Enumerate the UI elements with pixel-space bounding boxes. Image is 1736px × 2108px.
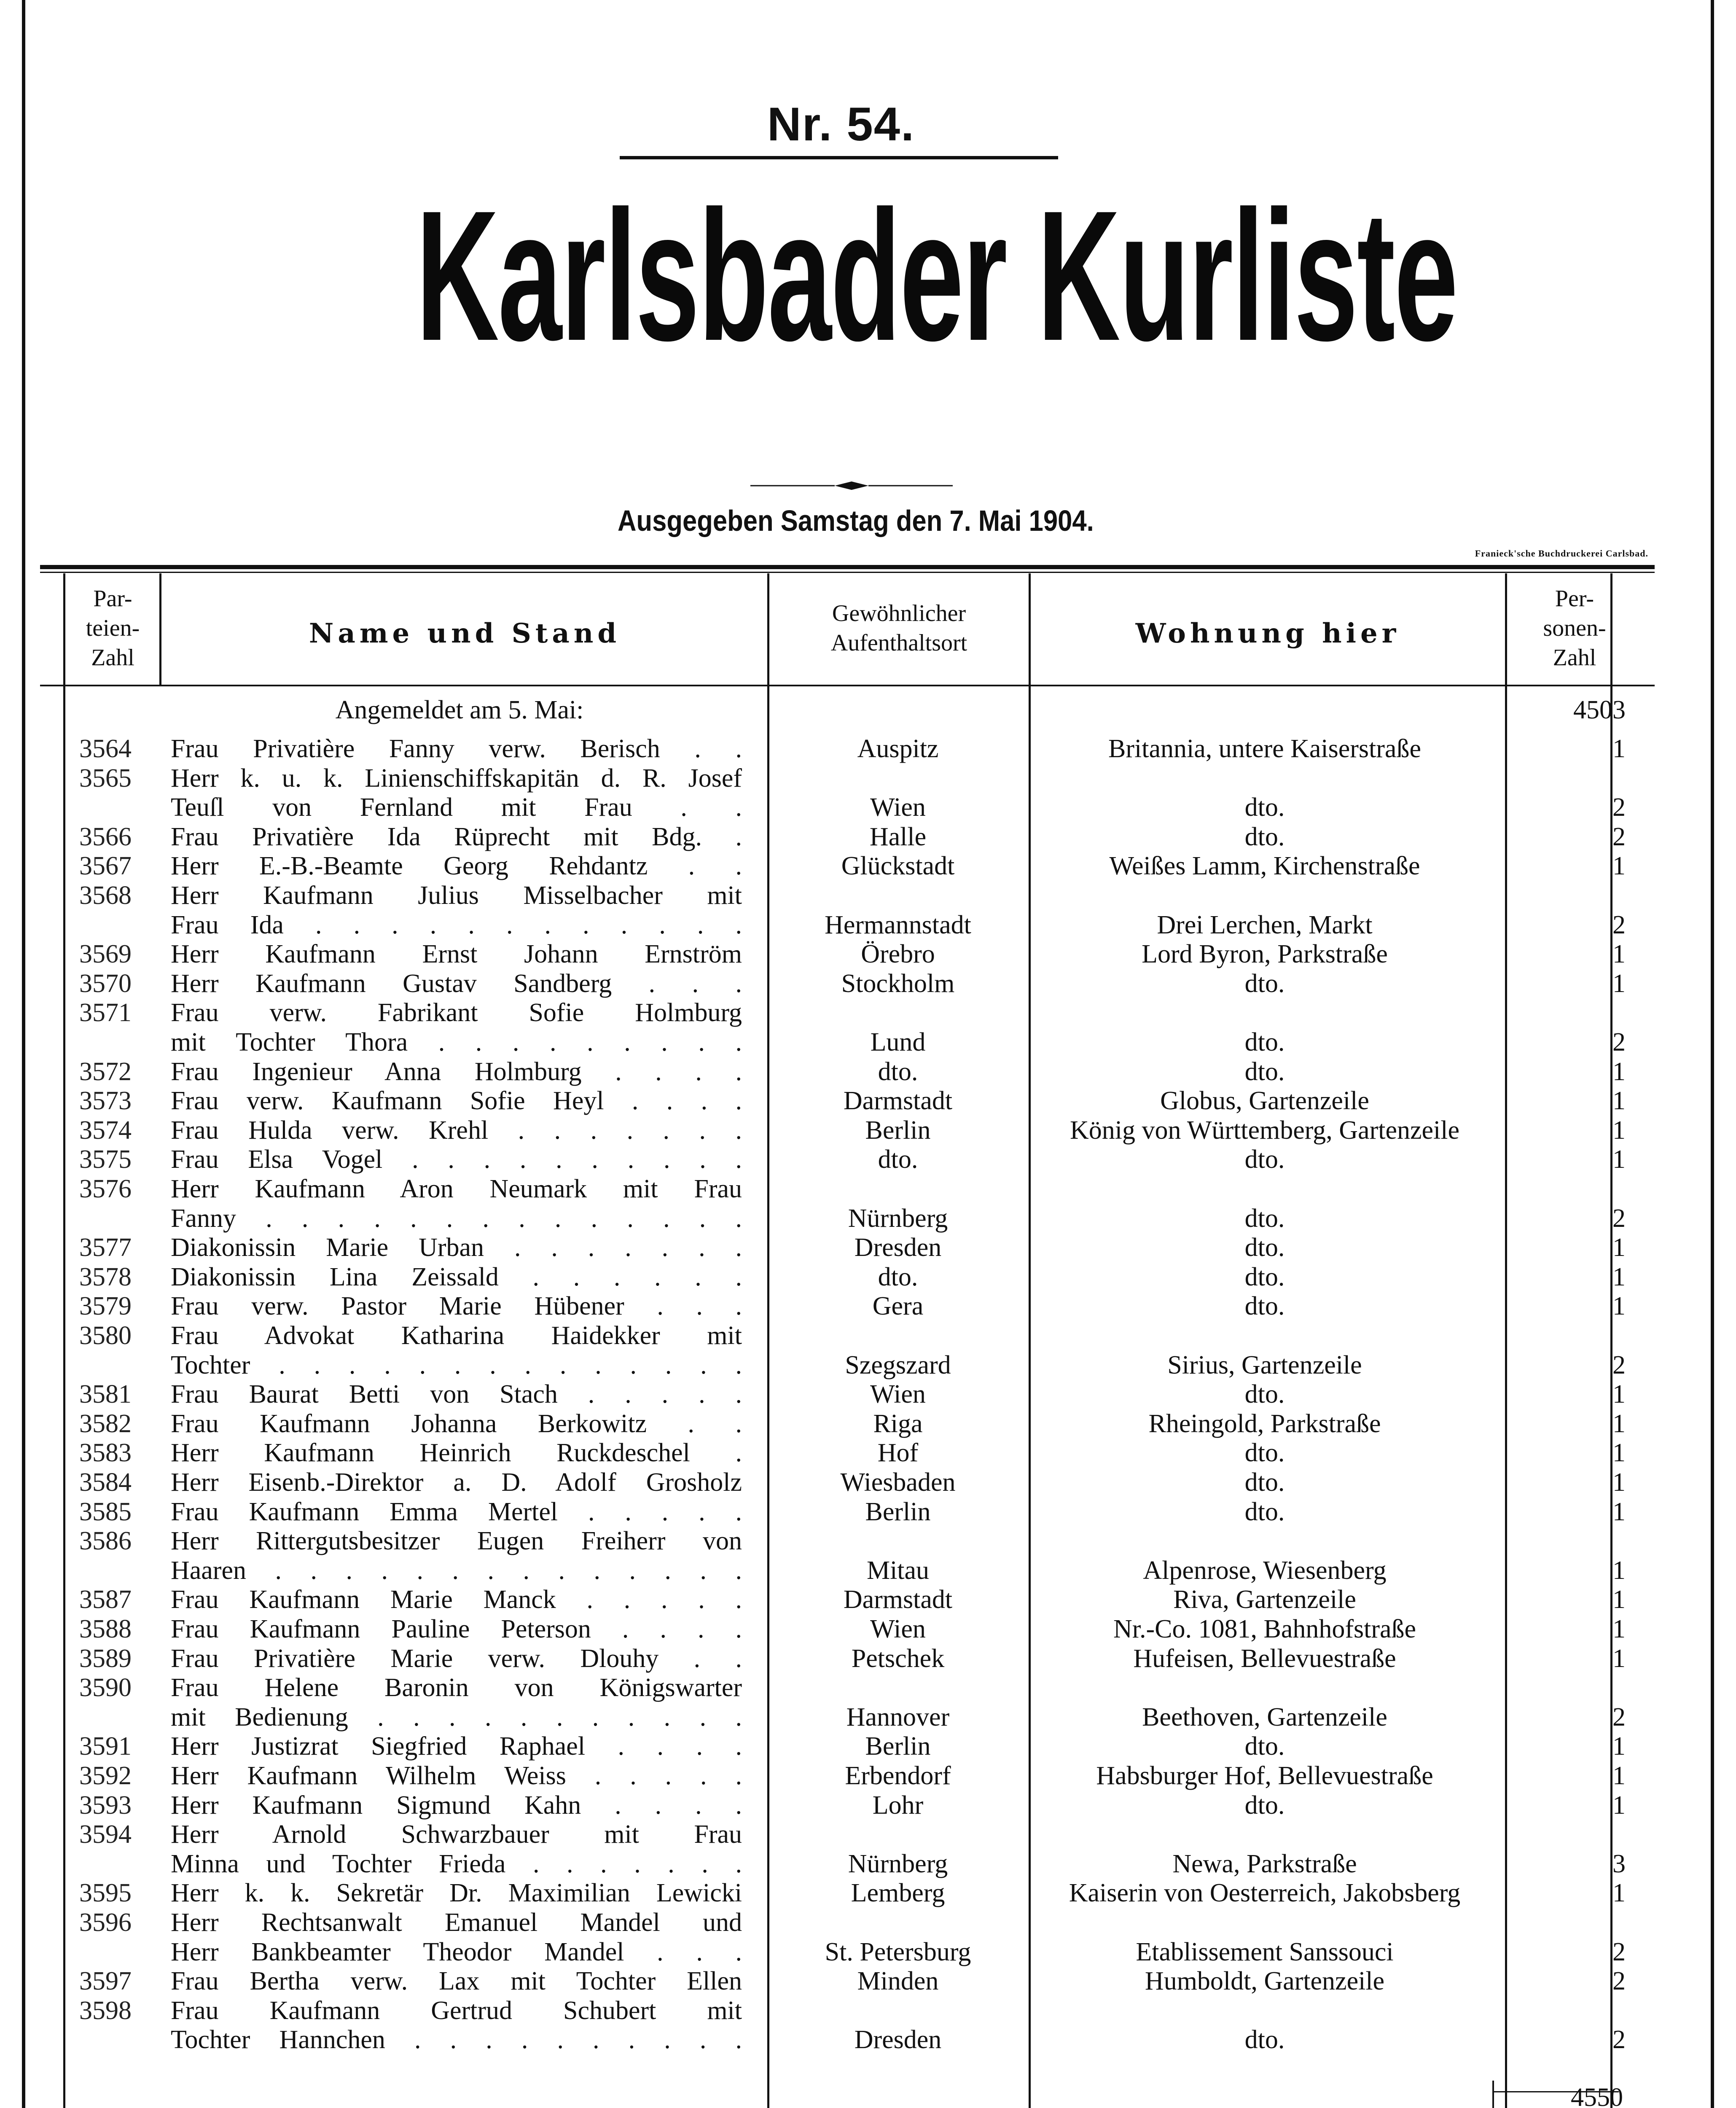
person-count: 2 <box>1612 1967 1626 1995</box>
header-text: Zahl <box>1553 645 1596 671</box>
person-count: 1 <box>1612 1498 1626 1526</box>
lodging: dto. <box>1244 1438 1285 1467</box>
party-number: 3584 <box>79 1468 132 1497</box>
guest-name: Herr Justizrat Siegfried Raphael . . . . <box>171 1732 742 1761</box>
person-count: 1 <box>1612 1057 1626 1086</box>
issue-date-text: Ausgegeben Samstag den 7. Mai 1904. <box>618 504 1094 537</box>
header-text: Per- <box>1555 586 1594 612</box>
lodging: dto. <box>1244 1028 1285 1057</box>
table-row <box>0 1703 1736 1732</box>
header-lodging: Wohnung hier <box>1135 618 1400 649</box>
party-number: 3565 <box>79 764 132 793</box>
lodging: Alpenrose, Wiesenberg <box>1143 1556 1387 1585</box>
guest-name: Herr Eisenb.-Direktor a. D. Adolf Grosholz <box>171 1468 742 1497</box>
table-row <box>0 1585 1736 1614</box>
guest-name: Frau Kaufmann Johanna Berkowitz . . <box>171 1409 742 1438</box>
home-town: Darmstadt <box>843 1086 953 1115</box>
table-row <box>0 1116 1736 1145</box>
home-town: dto. <box>878 1145 918 1174</box>
person-count: 1 <box>1612 1145 1626 1174</box>
home-town: Gera <box>872 1292 924 1320</box>
party-number: 3598 <box>79 1996 132 2025</box>
table-row <box>0 969 1736 998</box>
party-number: 3593 <box>79 1791 132 1820</box>
table-row <box>0 1938 1736 1967</box>
party-number: 3582 <box>79 1409 132 1438</box>
guest-name: Herr Kaufmann Julius Misselbacher mit <box>171 881 742 910</box>
table-row <box>0 1028 1736 1057</box>
party-number: 3578 <box>79 1263 132 1291</box>
table-row <box>0 1615 1736 1644</box>
home-town: Auspitz <box>857 734 939 763</box>
table-row <box>0 1673 1736 1702</box>
home-town: dto. <box>878 1057 918 1086</box>
person-count: 1 <box>1612 1292 1626 1320</box>
table-row <box>0 1468 1736 1497</box>
table-row <box>0 823 1736 852</box>
header-residence <box>771 599 1027 658</box>
table-row <box>0 852 1736 881</box>
party-number: 3568 <box>79 881 132 910</box>
table-row <box>0 1351 1736 1380</box>
guest-name: Herr Kaufmann Sigmund Kahn . . . . <box>171 1791 742 1820</box>
party-number: 3588 <box>79 1615 132 1643</box>
lodging: Humboldt, Gartenzeile <box>1145 1967 1385 1995</box>
home-town: Nürnberg <box>848 1204 948 1233</box>
lodging: dto. <box>1244 1233 1285 1262</box>
table-row <box>0 1850 1736 1879</box>
person-count: 1 <box>1612 852 1626 880</box>
guest-name: Frau verw. Kaufmann Sofie Heyl . . . . <box>171 1086 742 1115</box>
table-row <box>0 1820 1736 1849</box>
home-town: Darmstadt <box>843 1585 953 1614</box>
home-town: Örebro <box>861 940 935 968</box>
lodging: Rheingold, Parkstraße <box>1148 1409 1381 1438</box>
person-count: 2 <box>1612 1938 1626 1966</box>
lodging: dto. <box>1244 1791 1285 1820</box>
guest-name: Herr Kaufmann Aron Neumark mit Frau <box>171 1175 742 1203</box>
home-town: Riga <box>873 1409 923 1438</box>
person-count: 1 <box>1612 1380 1626 1409</box>
table-row <box>0 940 1736 969</box>
party-number: 3574 <box>79 1116 132 1145</box>
person-count: 1 <box>1612 1644 1626 1673</box>
table-top-rule-thin <box>40 572 1655 573</box>
lodging: Newa, Parkstraße <box>1172 1850 1357 1878</box>
person-count: 1 <box>1612 1615 1626 1643</box>
guest-name: Frau Elsa Vogel . . . . . . . . . . <box>171 1145 742 1174</box>
guest-name: Haaren . . . . . . . . . . . . . . <box>171 1556 742 1585</box>
party-number: 3570 <box>79 969 132 998</box>
guest-name: Frau Kaufmann Pauline Peterson . . . . <box>171 1615 742 1643</box>
person-count: 2 <box>1612 911 1626 939</box>
party-number: 3569 <box>79 940 132 968</box>
page-title <box>97 172 1606 379</box>
printer-credit: Franieck'sche Buchdruckerei Carlsbad. <box>1475 548 1648 559</box>
person-count: 1 <box>1612 1761 1626 1790</box>
home-town: Berlin <box>865 1498 931 1526</box>
person-count: 1 <box>1612 1468 1626 1497</box>
home-town: Petschek <box>851 1644 945 1673</box>
table-row <box>0 1732 1736 1761</box>
lodging: König von Württemberg, Gartenzeile <box>1070 1116 1459 1145</box>
header-text: sonen- <box>1543 615 1606 641</box>
guest-name: Diakonissin Lina Zeissald . . . . . . <box>171 1263 742 1291</box>
header-text: Zahl <box>91 645 134 671</box>
table-row <box>0 1409 1736 1438</box>
table-row <box>0 998 1736 1027</box>
home-town: Wien <box>870 1380 926 1409</box>
party-number: 3585 <box>79 1498 132 1526</box>
header-text: Aufenthaltsort <box>830 630 967 656</box>
guest-name: Frau Helene Baronin von Königswarter <box>171 1673 742 1702</box>
table-row <box>0 1908 1736 1937</box>
sum-bar <box>1492 2081 1494 2108</box>
section-label: Angemeldet am 5. Mai: <box>335 696 584 724</box>
party-number: 3566 <box>79 823 132 851</box>
guest-name: Teuſl von Fernland mit Frau . . <box>171 793 742 822</box>
guest-name: Frau Privatière Marie verw. Dlouhy . . <box>171 1644 742 1673</box>
person-count: 1 <box>1612 1116 1626 1145</box>
lodging: Drei Lerchen, Markt <box>1157 911 1373 939</box>
home-town: Hof <box>877 1438 919 1467</box>
guest-name: Herr k. k. Sekretär Dr. Maximilian Lewicki <box>171 1879 742 1907</box>
home-town: Szegszard <box>845 1351 951 1379</box>
carried-total: 4503 <box>1573 696 1626 724</box>
person-count: 1 <box>1612 1791 1626 1820</box>
issue-number: Nr. 54. <box>767 98 915 151</box>
lodging: dto. <box>1244 1145 1285 1174</box>
person-count: 1 <box>1612 1879 1626 1907</box>
table-row <box>0 1996 1736 2025</box>
lodging: dto. <box>1244 1057 1285 1086</box>
guest-name: Diakonissin Marie Urban . . . . . . . <box>171 1233 742 1262</box>
guest-name: Herr E.-B.-Beamte Georg Rehdantz . . <box>171 852 742 880</box>
home-town: Berlin <box>865 1732 931 1761</box>
party-number: 3577 <box>79 1233 132 1262</box>
issue-underline <box>620 156 1058 159</box>
lodging: dto. <box>1244 1468 1285 1497</box>
header-bottom-rule <box>40 685 1655 686</box>
party-number: 3572 <box>79 1057 132 1086</box>
guest-name: Herr Kaufmann Wilhelm Weiss . . . . . <box>171 1761 742 1790</box>
lodging: Habsburger Hof, Bellevuestraße <box>1096 1761 1433 1790</box>
party-number: 3580 <box>79 1321 132 1350</box>
guest-name: Frau Advokat Katharina Haidekker mit <box>171 1321 742 1350</box>
person-count: 1 <box>1612 940 1626 968</box>
home-town: Lund <box>870 1028 926 1057</box>
person-count: 1 <box>1612 1409 1626 1438</box>
party-number: 3590 <box>79 1673 132 1702</box>
guest-name: Frau verw. Pastor Marie Hübener . . . <box>171 1292 742 1320</box>
table-row <box>0 1204 1736 1233</box>
person-count: 1 <box>1612 1556 1626 1585</box>
person-count: 1 <box>1612 1086 1626 1115</box>
home-town: Wien <box>870 1615 926 1643</box>
home-town: Stockholm <box>841 969 955 998</box>
table-row <box>0 1438 1736 1468</box>
guest-name: Frau Ida . . . . . . . . . . . . <box>171 911 742 939</box>
guest-name: Frau Kaufmann Marie Manck . . . . . <box>171 1585 742 1614</box>
table-row <box>0 911 1736 940</box>
lodging: Weißes Lamm, Kirchenstraße <box>1109 852 1420 880</box>
section-row <box>0 696 1736 725</box>
header-text: teien- <box>86 615 140 641</box>
home-town: Hannover <box>846 1703 950 1732</box>
person-count: 2 <box>1612 1204 1626 1233</box>
guest-name: Frau Kaufmann Emma Mertel . . . . . <box>171 1498 742 1526</box>
guest-name: Herr Kaufmann Ernst Johann Ernström <box>171 940 742 968</box>
person-count: 1 <box>1612 1233 1626 1262</box>
guest-name: Herr Rechtsanwalt Emanuel Mandel und <box>171 1908 742 1937</box>
lodging: dto. <box>1244 1380 1285 1409</box>
issue-date <box>464 504 1248 538</box>
table-row <box>0 1263 1736 1292</box>
guest-name: Herr Arnold Schwarzbauer mit Frau <box>171 1820 742 1849</box>
table-row <box>0 2025 1736 2054</box>
table-row <box>0 1321 1736 1350</box>
party-number: 3587 <box>79 1585 132 1614</box>
lodging: dto. <box>1244 1292 1285 1320</box>
guest-name: Frau Bertha verw. Lax mit Tochter Ellen <box>171 1967 742 1995</box>
person-count: 2 <box>1612 1351 1626 1379</box>
table-row <box>0 1527 1736 1556</box>
home-town: Hermannstadt <box>825 911 971 939</box>
lodging: dto. <box>1244 1732 1285 1761</box>
guest-name: Frau verw. Fabrikant Sofie Holmburg <box>171 998 742 1027</box>
table-row <box>0 881 1736 910</box>
party-number: 3571 <box>79 998 132 1027</box>
lodging: Nr.-Co. 1081, Bahnhofstraße <box>1113 1615 1416 1643</box>
lodging: Britannia, untere Kaiserstraße <box>1108 734 1421 763</box>
home-town: Erbendorf <box>845 1761 951 1790</box>
person-count: 2 <box>1612 1703 1626 1732</box>
home-town: Halle <box>869 823 927 851</box>
guest-name: Fanny . . . . . . . . . . . . . . <box>171 1204 742 1233</box>
table-row <box>0 1057 1736 1086</box>
table-row <box>0 793 1736 822</box>
home-town: Berlin <box>865 1116 931 1145</box>
home-town: Lohr <box>872 1791 924 1820</box>
party-number: 3567 <box>79 852 132 880</box>
table-row <box>0 1644 1736 1673</box>
lodging: dto. <box>1244 1204 1285 1233</box>
table-row <box>0 1556 1736 1585</box>
column-rule <box>159 573 161 685</box>
home-town: St. Petersburg <box>825 1938 971 1966</box>
header-text: Par- <box>93 586 132 612</box>
party-number: 3592 <box>79 1761 132 1790</box>
guest-name: Frau Baurat Betti von Stach . . . . . <box>171 1380 742 1409</box>
guest-name: Herr Kaufmann Gustav Sandberg . . . <box>171 969 742 998</box>
guest-name: Frau Privatière Fanny verw. Berisch . . <box>171 734 742 763</box>
guest-name: Frau Privatière Ida Rüprecht mit Bdg. . <box>171 823 742 851</box>
table-row <box>0 764 1736 793</box>
guest-name: Herr k. u. k. Linienschiffskapitän d. R. Josef <box>171 764 742 793</box>
person-count: 1 <box>1612 1732 1626 1761</box>
party-number: 3573 <box>79 1086 132 1115</box>
table-row <box>0 1145 1736 1174</box>
home-town: Glückstadt <box>841 852 955 880</box>
guest-name: Frau Hulda verw. Krehl . . . . . . . <box>171 1116 742 1145</box>
home-town: Nürnberg <box>848 1850 948 1878</box>
guest-name: mit Tochter Thora . . . . . . . . . <box>171 1028 742 1057</box>
person-count: 2 <box>1612 1028 1626 1057</box>
party-number: 3589 <box>79 1644 132 1673</box>
home-town: Mitau <box>866 1556 930 1585</box>
table-row <box>0 1498 1736 1527</box>
home-town: Wiesbaden <box>840 1468 956 1497</box>
party-number: 3594 <box>79 1820 132 1849</box>
divider-ornament <box>750 481 953 491</box>
lodging: dto. <box>1244 2025 1285 2054</box>
home-town: Wien <box>870 793 926 822</box>
home-town: dto. <box>878 1263 918 1291</box>
lodging: dto. <box>1244 1498 1285 1526</box>
party-number: 3583 <box>79 1438 132 1467</box>
lodging: Globus, Gartenzeile <box>1160 1086 1369 1115</box>
table-row <box>0 1761 1736 1791</box>
lodging: Lord Byron, Parkstraße <box>1142 940 1388 968</box>
guest-name: mit Bedienung . . . . . . . . . . . <box>171 1703 742 1732</box>
lodging: Hufeisen, Bellevuestraße <box>1133 1644 1396 1673</box>
guest-name: Tochter . . . . . . . . . . . . . . <box>171 1351 742 1379</box>
lodging: Kaiserin von Oesterreich, Jakobsberg <box>1069 1879 1461 1907</box>
table-row <box>0 1292 1736 1321</box>
home-town: Minden <box>857 1967 939 1995</box>
final-total: 4550 <box>1571 2083 1623 2108</box>
home-town: Dresden <box>854 1233 942 1262</box>
guest-name: Tochter Hannchen . . . . . . . . . . <box>171 2025 742 2054</box>
person-count: 1 <box>1612 1585 1626 1614</box>
header-text: Gewöhnlicher <box>832 600 966 626</box>
lodging: Beethoven, Gartenzeile <box>1142 1703 1387 1732</box>
table-row <box>0 734 1736 764</box>
page-title-text: Karlsbader Kurliste <box>416 172 1457 379</box>
lodging: Sirius, Gartenzeile <box>1167 1351 1362 1379</box>
party-number: 3564 <box>79 734 132 763</box>
header-name: Name und Stand <box>309 618 621 649</box>
party-number: 3595 <box>79 1879 132 1907</box>
table-top-rule <box>40 565 1655 569</box>
home-town: Dresden <box>854 2025 942 2054</box>
table-row <box>0 1879 1736 1908</box>
person-count: 1 <box>1612 1438 1626 1467</box>
lodging: dto. <box>1244 969 1285 998</box>
lodging: Etablissement Sanssouci <box>1136 1938 1394 1966</box>
party-number: 3579 <box>79 1292 132 1320</box>
guest-name: Minna und Tochter Frieda . . . . . . . <box>171 1850 742 1878</box>
lodging: dto. <box>1244 1263 1285 1291</box>
party-number: 3575 <box>79 1145 132 1174</box>
home-town: Lemberg <box>851 1879 945 1907</box>
guest-name: Herr Kaufmann Heinrich Ruckdeschel . <box>171 1438 742 1467</box>
party-number: 3596 <box>79 1908 132 1937</box>
table-row <box>0 1233 1736 1262</box>
guest-name: Frau Ingenieur Anna Holmburg . . . . <box>171 1057 742 1086</box>
person-count: 1 <box>1612 734 1626 763</box>
party-number: 3586 <box>79 1527 132 1555</box>
party-number: 3591 <box>79 1732 132 1761</box>
person-count: 2 <box>1612 2025 1626 2054</box>
guest-name: Frau Kaufmann Gertrud Schubert mit <box>171 1996 742 2025</box>
person-count: 1 <box>1612 969 1626 998</box>
person-count: 1 <box>1612 1263 1626 1291</box>
person-count: 2 <box>1612 823 1626 851</box>
guest-name: Herr Rittergutsbesitzer Eugen Freiherr von <box>171 1527 742 1555</box>
person-count: 2 <box>1612 793 1626 822</box>
party-number: 3576 <box>79 1175 132 1203</box>
table-row <box>0 1967 1736 1996</box>
party-number: 3597 <box>79 1967 132 1995</box>
person-count: 3 <box>1612 1850 1626 1878</box>
table-row <box>0 1380 1736 1409</box>
table-row <box>0 1175 1736 1204</box>
header-party-number <box>67 584 158 672</box>
guest-name: Herr Bankbeamter Theodor Mandel . . . <box>171 1938 742 1966</box>
header-persons <box>1513 584 1636 672</box>
lodging: dto. <box>1244 793 1285 822</box>
table-row <box>0 1791 1736 1820</box>
party-number: 3581 <box>79 1380 132 1409</box>
table-row <box>0 1086 1736 1116</box>
lodging: dto. <box>1244 823 1285 851</box>
lodging: Riva, Gartenzeile <box>1173 1585 1356 1614</box>
